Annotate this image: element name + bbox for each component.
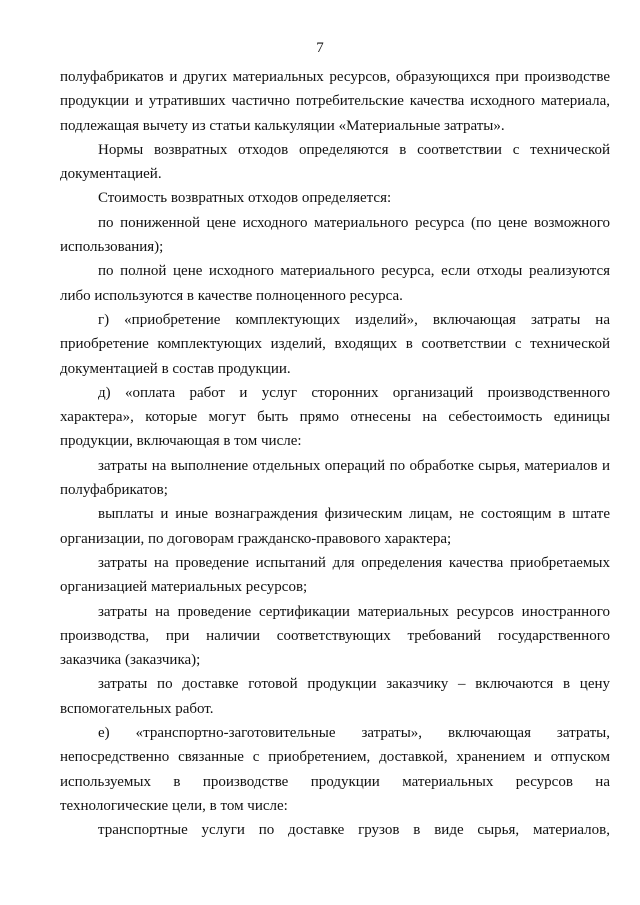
paragraph: затраты по доставке готовой продукции заказчику – включаются в цену вспомогательных работ. — [60, 676, 610, 717]
paragraph: по пониженной цене исходного материального ресурса (по цене возможного использования); — [60, 214, 610, 256]
paragraph: е) «транспортно-заготовительные затраты», включающая затраты, непосредственно связанные с приобретением, доставкой, хранением и отпуском используемых в производстве продукции материальных ресурсов на технологические цели, в том числе: — [60, 725, 610, 814]
paragraph: по полной цене исходного материального ресурса, если отходы реализуются либо используются в качестве полноценного ресурса. — [60, 263, 610, 304]
paragraph: полуфабрикатов и других материальных ресурсов, образующихся при производстве продукции и утративших частично потребительские качества исходного материала, подлежащая вычету из статьи калькуляции «Материальные затраты». — [60, 69, 610, 134]
paragraph: д) «оплата работ и услуг сторонних организаций производственного характера», которые могут быть прямо отнесены на себестоимость единицы продукции, включающая в том числе: — [60, 384, 610, 450]
paragraph: затраты на проведение испытаний для определения качества приобретаемых организацией материальных ресурсов; — [60, 554, 610, 596]
page-number: 7 — [316, 40, 324, 56]
paragraph: Нормы возвратных отходов определяются в соответствии с технической документацией. — [60, 141, 610, 183]
document-body — [60, 65, 610, 843]
paragraph: г) «приобретение комплектующих изделий», включающая затраты на приобретение комплектующих изделий, входящих в соответствии с технической документацией в состав продукции. — [60, 311, 610, 377]
paragraph: Стоимость возвратных отходов определяется: — [98, 190, 392, 207]
paragraph: выплаты и иные вознаграждения физическим лицам, не состоящим в штате организации, по договорам гражданско-правового характера; — [60, 506, 610, 547]
paragraph: затраты на выполнение отдельных операций по обработке сырья, материалов и полуфабрикатов; — [60, 457, 610, 499]
paragraph: затраты на проведение сертификации материальных ресурсов иностранного производства, при наличии соответствующих требований государственного заказчика (заказчика); — [60, 603, 610, 669]
paragraph: транспортные услуги по доставке грузов в виде сырья, материалов, — [98, 822, 610, 839]
